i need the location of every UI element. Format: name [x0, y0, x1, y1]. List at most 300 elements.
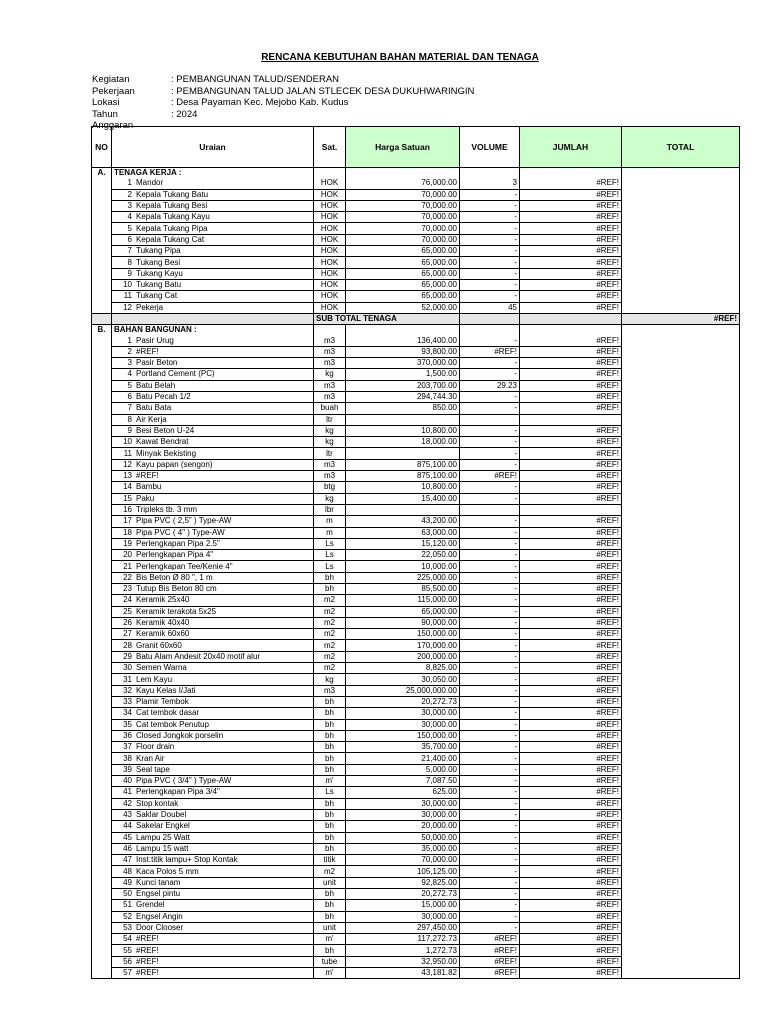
empty-cell: [92, 257, 112, 268]
empty-cell: [622, 561, 740, 572]
item-jumlah: #REF!: [520, 934, 622, 945]
item-volume: -: [460, 855, 520, 866]
empty-cell: [622, 335, 740, 346]
item-volume: 3: [460, 178, 520, 189]
item-sat: lbr: [314, 504, 346, 515]
item-number: 35: [123, 719, 132, 729]
item-sat: bh: [314, 843, 346, 854]
item-volume: -: [460, 516, 520, 527]
item-sat: Ls: [314, 787, 346, 798]
item-number: 16: [123, 505, 132, 515]
item-name: Closed Jongkok porselin: [136, 730, 224, 740]
table-row: [92, 425, 740, 436]
table-row: [92, 889, 740, 900]
item-name: Kaca Polos 5 mm: [136, 866, 199, 876]
item-jumlah: #REF!: [520, 719, 622, 730]
table-row: [92, 956, 740, 967]
table-row: [92, 482, 740, 493]
item-volume: -: [460, 821, 520, 832]
table-row: [92, 922, 740, 933]
item-name: Cat tembok dasar: [136, 708, 200, 718]
empty-cell: [92, 900, 112, 911]
item-name: Batu Pecah 1/2: [136, 392, 191, 402]
empty-cell: [622, 798, 740, 809]
table-row: [92, 448, 740, 459]
item-harga: 20,000.00: [346, 821, 460, 832]
table-row: [92, 617, 740, 628]
item-name: Tukang Pipa: [136, 246, 181, 256]
item-name: Paku: [136, 493, 155, 503]
item-sat: bh: [314, 798, 346, 809]
item-number: 4: [127, 212, 132, 222]
empty-cell: [92, 922, 112, 933]
item-volume: -: [460, 583, 520, 594]
item-harga: 30,000.00: [346, 719, 460, 730]
item-harga: 20,272.73: [346, 696, 460, 707]
empty-cell: [92, 877, 112, 888]
item-jumlah: #REF!: [520, 900, 622, 911]
table-row: [92, 504, 740, 515]
item-volume: -: [460, 708, 520, 719]
item-sat: kg: [314, 493, 346, 504]
table-row: [92, 696, 740, 707]
item-sat: m3: [314, 459, 346, 470]
item-harga: 18,000.00: [346, 437, 460, 448]
item-harga: 90,000.00: [346, 617, 460, 628]
item-uraian: [112, 572, 314, 583]
item-uraian: [112, 640, 314, 651]
empty-cell: [622, 168, 740, 179]
item-volume: -: [460, 663, 520, 674]
table-row: [92, 911, 740, 922]
item-number: 7: [127, 403, 132, 413]
empty-cell: [622, 380, 740, 391]
table-row: [92, 945, 740, 956]
item-number: 38: [123, 753, 132, 763]
item-volume: -: [460, 753, 520, 764]
item-sat: m': [314, 968, 346, 979]
empty-cell: [622, 538, 740, 549]
item-volume: -: [460, 268, 520, 279]
item-volume: 45: [460, 302, 520, 313]
table-row: [92, 968, 740, 979]
item-number: 6: [127, 392, 132, 402]
item-harga: 150,000.00: [346, 629, 460, 640]
item-jumlah: #REF!: [520, 651, 622, 662]
item-name: Mandor: [136, 178, 164, 188]
table-row: [92, 403, 740, 414]
item-name: Pasir Urug: [136, 335, 174, 345]
item-uraian: [112, 787, 314, 798]
item-jumlah: #REF!: [520, 493, 622, 504]
item-name: Tutup Bis Beton 80 cm: [136, 584, 217, 594]
table-row: [92, 708, 740, 719]
table-row: [92, 606, 740, 617]
section-title: TENAGA KERJA :: [112, 168, 314, 179]
item-number: 18: [123, 527, 132, 537]
material-table: [91, 126, 740, 979]
item-name: Lem Kayu: [136, 674, 173, 684]
item-harga: 170,000.00: [346, 640, 460, 651]
item-number: 1: [127, 335, 132, 345]
subtotal-label: SUB TOTAL TENAGA: [314, 313, 460, 324]
empty-cell: [622, 268, 740, 279]
empty-cell: [622, 302, 740, 313]
item-harga: 43,200.00: [346, 516, 460, 527]
empty-cell: [92, 798, 112, 809]
item-number: 49: [123, 877, 132, 887]
table-row: [92, 764, 740, 775]
item-jumlah: #REF!: [520, 956, 622, 967]
item-volume: 29.23: [460, 380, 520, 391]
empty-cell: [92, 696, 112, 707]
info-label: Kegiatan: [92, 74, 130, 85]
item-number: 2: [127, 189, 132, 199]
item-uraian: [112, 493, 314, 504]
item-harga: 35,700.00: [346, 742, 460, 753]
empty-cell: [92, 889, 112, 900]
item-uraian: [112, 459, 314, 470]
table-row: [92, 877, 740, 888]
header-uraian: Uraian: [112, 127, 314, 168]
item-name: Stop kontak: [136, 798, 179, 808]
item-uraian: [112, 403, 314, 414]
empty-cell: [460, 313, 520, 324]
item-jumlah: #REF!: [520, 335, 622, 346]
table-row: [92, 798, 740, 809]
item-volume: -: [460, 787, 520, 798]
empty-cell: [92, 223, 112, 234]
item-name: Pipa PVC ( 3/4" ) Type-AW: [136, 776, 232, 786]
empty-cell: [92, 821, 112, 832]
item-name: Kayu Kelas I/Jati: [136, 685, 196, 695]
item-number: 20: [123, 550, 132, 560]
item-jumlah: #REF!: [520, 302, 622, 313]
empty-cell: [622, 606, 740, 617]
empty-cell: [92, 855, 112, 866]
empty-cell: [92, 448, 112, 459]
item-name: Saklar Doubel: [136, 810, 187, 820]
item-name: #REF!: [136, 471, 159, 481]
table-row: [92, 900, 740, 911]
empty-cell: [92, 663, 112, 674]
item-uraian: [112, 223, 314, 234]
empty-cell: [92, 719, 112, 730]
item-uraian: [112, 538, 314, 549]
item-name: Granit 60x60: [136, 640, 182, 650]
item-number: 6: [127, 234, 132, 244]
item-uraian: [112, 583, 314, 594]
subtotal-total: #REF!: [622, 313, 740, 324]
item-volume: -: [460, 561, 520, 572]
item-harga: 136,400.00: [346, 335, 460, 346]
item-jumlah: #REF!: [520, 279, 622, 290]
item-harga: 203,700.00: [346, 380, 460, 391]
item-jumlah: #REF!: [520, 561, 622, 572]
item-number: 51: [123, 900, 132, 910]
item-name: Minyak Bekisting: [136, 448, 197, 458]
item-number: 40: [123, 776, 132, 786]
item-harga: 65,000.00: [346, 257, 460, 268]
item-volume: -: [460, 696, 520, 707]
empty-cell: [622, 346, 740, 357]
item-number: 22: [123, 572, 132, 582]
table-row: [92, 335, 740, 346]
table-row: [92, 572, 740, 583]
item-volume: [460, 414, 520, 425]
table-row: [92, 223, 740, 234]
header-no: NO: [92, 127, 112, 168]
item-volume: -: [460, 877, 520, 888]
item-volume: -: [460, 843, 520, 854]
item-volume: -: [460, 493, 520, 504]
item-uraian: [112, 471, 314, 482]
item-uraian: [112, 391, 314, 402]
item-number: 8: [127, 257, 132, 267]
empty-cell: [92, 595, 112, 606]
item-volume: -: [460, 482, 520, 493]
empty-cell: [346, 325, 460, 336]
item-number: 27: [123, 629, 132, 639]
empty-cell: [92, 708, 112, 719]
item-sat: m2: [314, 629, 346, 640]
item-number: 52: [123, 911, 132, 921]
item-uraian: [112, 764, 314, 775]
item-name: #REF!: [136, 956, 159, 966]
empty-cell: [622, 696, 740, 707]
item-name: #REF!: [136, 934, 159, 944]
item-harga: 150,000.00: [346, 730, 460, 741]
empty-cell: [92, 968, 112, 979]
item-jumlah: #REF!: [520, 212, 622, 223]
item-volume: -: [460, 730, 520, 741]
item-name: Cat tembok Penutup: [136, 719, 209, 729]
item-name: Sakelar Engkel: [136, 821, 190, 831]
item-volume: -: [460, 459, 520, 470]
item-volume: -: [460, 538, 520, 549]
item-sat: bh: [314, 730, 346, 741]
item-harga: 50,000.00: [346, 832, 460, 843]
item-jumlah: #REF!: [520, 674, 622, 685]
item-sat: bh: [314, 708, 346, 719]
item-number: 25: [123, 606, 132, 616]
item-uraian: [112, 809, 314, 820]
item-volume: -: [460, 617, 520, 628]
item-number: 32: [123, 685, 132, 695]
item-harga: 15,000.00: [346, 900, 460, 911]
empty-cell: [622, 482, 740, 493]
item-uraian: [112, 200, 314, 211]
item-sat: m': [314, 934, 346, 945]
item-name: Engsel pintu: [136, 889, 181, 899]
item-sat: unit: [314, 877, 346, 888]
empty-cell: [622, 968, 740, 979]
info-value: : PEMBANGUNAN TALUD JALAN STLECEK DESA DUKUHWARINGIN: [171, 85, 475, 97]
item-uraian: [112, 742, 314, 753]
item-volume: -: [460, 246, 520, 257]
item-volume: -: [460, 640, 520, 651]
empty-cell: [622, 708, 740, 719]
empty-cell: [622, 516, 740, 527]
item-number: 48: [123, 866, 132, 876]
item-sat: ltr: [314, 448, 346, 459]
item-volume: -: [460, 674, 520, 685]
item-sat: HOK: [314, 189, 346, 200]
item-uraian: [112, 268, 314, 279]
item-uraian: [112, 437, 314, 448]
item-uraian: [112, 358, 314, 369]
item-volume: -: [460, 200, 520, 211]
item-name: Bambu: [136, 482, 162, 492]
table-row: [92, 934, 740, 945]
item-harga: 297,450.00: [346, 922, 460, 933]
item-harga: 875,100.00: [346, 471, 460, 482]
item-sat: Ls: [314, 538, 346, 549]
item-uraian: [112, 956, 314, 967]
item-uraian: [112, 651, 314, 662]
item-name: Kran Air: [136, 753, 165, 763]
item-harga: 625.00: [346, 787, 460, 798]
empty-cell: [622, 651, 740, 662]
item-uraian: [112, 674, 314, 685]
section-row: [92, 168, 740, 179]
empty-cell: [92, 471, 112, 482]
item-sat: bh: [314, 945, 346, 956]
empty-cell: [92, 437, 112, 448]
item-name: Kepala Tukang Besi: [136, 201, 208, 211]
item-sat: bh: [314, 900, 346, 911]
info-value: : 2024: [171, 109, 198, 121]
item-name: Kunci tanam: [136, 877, 181, 887]
item-harga: 65,000.00: [346, 246, 460, 257]
item-sat: m3: [314, 358, 346, 369]
table-row: [92, 595, 740, 606]
item-number: 12: [123, 459, 132, 469]
empty-cell: [92, 380, 112, 391]
item-number: 39: [123, 764, 132, 774]
empty-cell: [622, 212, 740, 223]
item-harga: 10,800.00: [346, 425, 460, 436]
item-number: 5: [127, 380, 132, 390]
table-row: [92, 550, 740, 561]
item-number: 55: [123, 945, 132, 955]
item-harga: 22,050.00: [346, 550, 460, 561]
item-name: Keramik 40x40: [136, 618, 190, 628]
empty-cell: [622, 414, 740, 425]
item-jumlah: #REF!: [520, 855, 622, 866]
empty-cell: [622, 246, 740, 257]
item-jumlah: #REF!: [520, 358, 622, 369]
item-jumlah: #REF!: [520, 911, 622, 922]
item-volume: -: [460, 448, 520, 459]
item-harga: 35,000.00: [346, 843, 460, 854]
item-number: 43: [123, 810, 132, 820]
item-harga: 70,000.00: [346, 223, 460, 234]
item-uraian: [112, 832, 314, 843]
item-name: Perlengkapan Pipa 4": [136, 550, 214, 560]
item-volume: -: [460, 257, 520, 268]
item-jumlah: #REF!: [520, 708, 622, 719]
item-sat: kg: [314, 674, 346, 685]
item-jumlah: #REF!: [520, 234, 622, 245]
info-label: Tahun Anggaran: [92, 109, 134, 132]
item-name: Plamir Tembok: [136, 697, 189, 707]
empty-cell: [622, 437, 740, 448]
empty-cell: [622, 809, 740, 820]
item-sat: bh: [314, 764, 346, 775]
item-jumlah: #REF!: [520, 459, 622, 470]
item-uraian: [112, 189, 314, 200]
item-uraian: [112, 798, 314, 809]
item-sat: m2: [314, 651, 346, 662]
table-row: [92, 358, 740, 369]
item-jumlah: #REF!: [520, 764, 622, 775]
item-jumlah: #REF!: [520, 448, 622, 459]
item-jumlah: #REF!: [520, 189, 622, 200]
empty-cell: [622, 832, 740, 843]
section-title: BAHAN BANGUNAN :: [112, 325, 314, 336]
item-sat: ltr: [314, 414, 346, 425]
table-row: [92, 380, 740, 391]
item-volume: #REF!: [460, 956, 520, 967]
item-name: Engsel Angin: [136, 911, 183, 921]
empty-cell: [92, 504, 112, 515]
empty-cell: [314, 325, 346, 336]
empty-cell: [92, 809, 112, 820]
empty-cell: [622, 674, 740, 685]
item-jumlah: #REF!: [520, 753, 622, 764]
item-volume: -: [460, 291, 520, 302]
empty-cell: [92, 674, 112, 685]
item-jumlah: #REF!: [520, 471, 622, 482]
item-harga: 65,000.00: [346, 606, 460, 617]
empty-cell: [92, 776, 112, 787]
item-number: 5: [127, 223, 132, 233]
item-sat: buah: [314, 403, 346, 414]
item-jumlah: #REF!: [520, 606, 622, 617]
empty-cell: [92, 753, 112, 764]
table-row: [92, 629, 740, 640]
item-volume: -: [460, 809, 520, 820]
item-volume: -: [460, 234, 520, 245]
section-row: [92, 325, 740, 336]
item-jumlah: #REF!: [520, 527, 622, 538]
item-harga: [346, 448, 460, 459]
item-volume: #REF!: [460, 934, 520, 945]
item-volume: -: [460, 629, 520, 640]
item-harga: 8,825.00: [346, 663, 460, 674]
item-number: 30: [123, 663, 132, 673]
item-harga: 15,120.00: [346, 538, 460, 549]
item-volume: -: [460, 572, 520, 583]
item-volume: -: [460, 776, 520, 787]
item-number: 14: [123, 482, 132, 492]
item-name: Keramik 25x40: [136, 595, 190, 605]
item-uraian: [112, 346, 314, 357]
empty-cell: [92, 550, 112, 561]
empty-cell: [92, 640, 112, 651]
table-row: [92, 346, 740, 357]
item-harga: 93,800.00: [346, 346, 460, 357]
item-uraian: [112, 414, 314, 425]
empty-cell: [622, 843, 740, 854]
empty-cell: [92, 493, 112, 504]
empty-cell: [92, 843, 112, 854]
item-jumlah: #REF!: [520, 516, 622, 527]
empty-cell: [622, 719, 740, 730]
empty-cell: [92, 538, 112, 549]
header-sat: Sat.: [314, 127, 346, 168]
